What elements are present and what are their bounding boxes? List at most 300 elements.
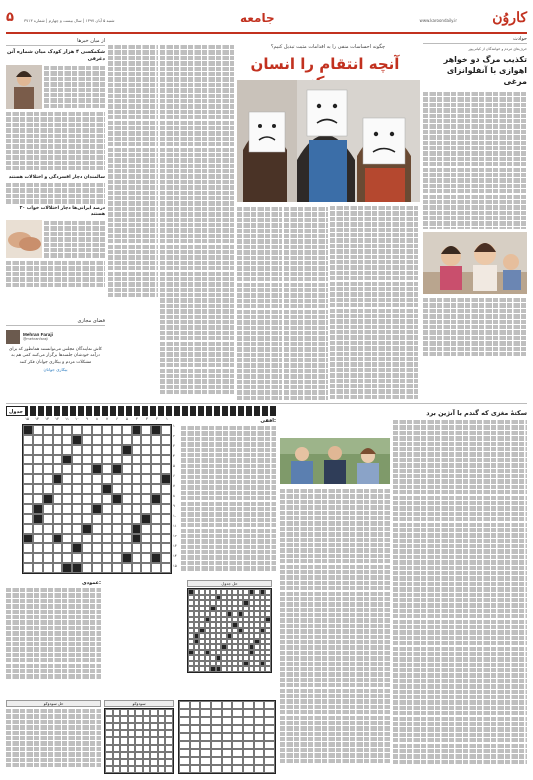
grid-cell[interactable] — [43, 445, 53, 455]
grid-cell — [222, 717, 233, 725]
grid-cell[interactable] — [82, 563, 92, 573]
grid-cell[interactable] — [72, 553, 82, 563]
grid-cell[interactable] — [43, 464, 53, 474]
grid-cell[interactable] — [43, 494, 53, 504]
grid-cell[interactable] — [102, 524, 112, 534]
grid-cell[interactable] — [43, 474, 53, 484]
grid-cell[interactable] — [112, 445, 122, 455]
grid-cell[interactable] — [141, 543, 151, 553]
grid-cell[interactable] — [122, 464, 132, 474]
grid-cell — [165, 709, 173, 716]
grid-cell[interactable] — [122, 474, 132, 484]
col-number: ۱ — [166, 417, 168, 421]
left-headline-2: سالمندان دچار افسردگی و اختلالات هستند — [8, 175, 105, 180]
grid-cell[interactable] — [122, 543, 132, 553]
left-hands-photo — [6, 220, 42, 258]
grid-cell[interactable] — [92, 524, 102, 534]
grid-cell[interactable] — [33, 494, 43, 504]
grid-cell[interactable] — [92, 445, 102, 455]
grid-cell[interactable] — [102, 435, 112, 445]
story2-body-left — [280, 488, 390, 775]
grid-cell[interactable] — [23, 494, 33, 504]
grid-cell[interactable] — [62, 553, 72, 563]
grid-cell[interactable] — [72, 504, 82, 514]
grid-cell[interactable] — [151, 464, 161, 474]
grid-cell[interactable] — [72, 524, 82, 534]
grid-cell[interactable] — [161, 524, 171, 534]
crossword-grid[interactable] — [22, 424, 172, 574]
grid-cell[interactable] — [43, 553, 53, 563]
grid-cell — [200, 757, 211, 765]
grid-cell[interactable] — [33, 563, 43, 573]
grid-cell[interactable] — [141, 563, 151, 573]
grid-cell — [113, 730, 121, 737]
grid-cell[interactable] — [82, 524, 92, 534]
grid-cell[interactable] — [72, 445, 82, 455]
grid-cell[interactable] — [53, 474, 63, 484]
grid-cell[interactable] — [92, 484, 102, 494]
grid-cell[interactable] — [23, 514, 33, 524]
grid-cell[interactable] — [102, 553, 112, 563]
grid-cell[interactable] — [112, 494, 122, 504]
grid-cell — [105, 737, 113, 744]
grid-cell[interactable] — [82, 435, 92, 445]
grid-cell — [222, 733, 233, 741]
grid-cell[interactable] — [132, 494, 142, 504]
grid-cell[interactable] — [92, 504, 102, 514]
grid-cell[interactable] — [72, 474, 82, 484]
grid-cell — [105, 745, 113, 752]
grid-cell[interactable] — [82, 514, 92, 524]
grid-cell — [211, 725, 222, 733]
grid-cell[interactable] — [161, 464, 171, 474]
grid-cell — [211, 733, 222, 741]
grid-cell[interactable] — [72, 534, 82, 544]
grid-cell[interactable] — [33, 445, 43, 455]
grid-cell[interactable] — [112, 543, 122, 553]
grid-cell[interactable] — [43, 455, 53, 465]
grid-cell[interactable] — [141, 425, 151, 435]
grid-cell[interactable] — [141, 514, 151, 524]
grid-cell[interactable] — [161, 494, 171, 504]
grid-cell — [158, 759, 166, 766]
grid-cell[interactable] — [23, 474, 33, 484]
grid-cell[interactable] — [33, 425, 43, 435]
grid-cell[interactable] — [151, 435, 161, 445]
grid-cell[interactable] — [82, 425, 92, 435]
grid-cell[interactable] — [161, 543, 171, 553]
grid-cell[interactable] — [122, 534, 132, 544]
grid-cell[interactable] — [62, 425, 72, 435]
grid-cell[interactable] — [112, 514, 122, 524]
grid-cell[interactable] — [132, 445, 142, 455]
grid-cell[interactable] — [23, 534, 33, 544]
center-body-col-c — [160, 44, 234, 401]
grid-cell — [150, 723, 158, 730]
grid-cell — [211, 709, 222, 717]
grid-cell[interactable] — [72, 514, 82, 524]
grid-cell[interactable] — [82, 543, 92, 553]
center-headline: آنچه انتقام را انسان — [250, 55, 400, 73]
grid-cell[interactable] — [62, 494, 72, 504]
grid-cell[interactable] — [92, 455, 102, 465]
grid-cell — [179, 701, 190, 709]
grid-cell — [190, 757, 201, 765]
grid-cell[interactable] — [132, 534, 142, 544]
grid-cell[interactable] — [82, 445, 92, 455]
grid-cell — [120, 752, 128, 759]
grid-cell[interactable] — [151, 514, 161, 524]
grid-cell[interactable] — [92, 553, 102, 563]
right-headline: تکذیب مرگ دو خواهر اهوازی با آنفلوانزای مرغی — [443, 55, 527, 86]
grid-cell[interactable] — [141, 534, 151, 544]
grid-cell[interactable] — [33, 543, 43, 553]
grid-cell — [232, 749, 243, 757]
grid-cell[interactable] — [102, 514, 112, 524]
grid-cell[interactable] — [92, 425, 102, 435]
grid-cell[interactable] — [72, 543, 82, 553]
grid-cell[interactable] — [92, 435, 102, 445]
grid-cell[interactable] — [102, 425, 112, 435]
grid-cell[interactable] — [43, 543, 53, 553]
grid-cell[interactable] — [161, 435, 171, 445]
grid-cell[interactable] — [151, 445, 161, 455]
grid-cell[interactable] — [161, 484, 171, 494]
grid-cell[interactable] — [43, 534, 53, 544]
grid-cell[interactable] — [132, 563, 142, 573]
grid-cell[interactable] — [141, 484, 151, 494]
grid-cell — [113, 709, 121, 716]
col-number: ۷ — [106, 417, 108, 421]
grid-cell[interactable] — [132, 464, 142, 474]
grid-cell — [105, 759, 113, 766]
crossword-row-numbers — [173, 424, 179, 574]
grid-cell[interactable] — [43, 524, 53, 534]
grid-cell[interactable] — [112, 484, 122, 494]
grid-cell[interactable] — [72, 435, 82, 445]
grid-cell[interactable] — [23, 563, 33, 573]
grid-cell[interactable] — [122, 484, 132, 494]
grid-cell[interactable] — [132, 425, 142, 435]
grid-cell[interactable] — [53, 524, 63, 534]
hands-photo-icon — [6, 220, 42, 258]
grid-cell[interactable] — [132, 484, 142, 494]
tweet-link-1[interactable]: بیکاری — [56, 367, 68, 373]
row-number: ۲ — [173, 434, 175, 438]
grid-cell[interactable] — [43, 563, 53, 573]
masthead — [6, 8, 527, 34]
grid-cell[interactable] — [132, 474, 142, 484]
grid-cell[interactable] — [112, 464, 122, 474]
grid-cell[interactable] — [72, 494, 82, 504]
grid-cell[interactable] — [132, 524, 142, 534]
grid-cell[interactable] — [53, 445, 63, 455]
grid-cell[interactable] — [141, 464, 151, 474]
grid-cell — [200, 701, 211, 709]
grid-cell[interactable] — [102, 543, 112, 553]
grid-cell — [232, 709, 243, 717]
grid-cell[interactable] — [82, 484, 92, 494]
grid-cell[interactable] — [161, 474, 171, 484]
grid-cell — [135, 723, 143, 730]
grid-cell[interactable] — [112, 425, 122, 435]
grid-cell[interactable] — [62, 534, 72, 544]
grid-cell[interactable] — [33, 514, 43, 524]
grid-cell[interactable] — [102, 504, 112, 514]
col-number: ۴ — [136, 417, 138, 421]
crossword-section-label: جدول — [6, 406, 26, 416]
grid-cell[interactable] — [23, 553, 33, 563]
grid-cell[interactable] — [53, 484, 63, 494]
grid-cell — [254, 733, 265, 741]
grid-cell — [254, 701, 265, 709]
grid-cell[interactable] — [33, 484, 43, 494]
row-number: ۱۵ — [173, 564, 177, 568]
grid-cell[interactable] — [132, 435, 142, 445]
story2-body-right — [393, 419, 527, 775]
grid-cell[interactable] — [92, 514, 102, 524]
grid-cell[interactable] — [141, 445, 151, 455]
grid-cell[interactable] — [82, 504, 92, 514]
grid-cell[interactable] — [53, 553, 63, 563]
grid-cell[interactable] — [161, 553, 171, 563]
grid-cell[interactable] — [132, 504, 142, 514]
grid-cell[interactable] — [161, 514, 171, 524]
grid-cell[interactable] — [23, 504, 33, 514]
horizontal-title: افقی: — [260, 418, 276, 424]
grid-cell — [264, 749, 275, 757]
grid-cell[interactable] — [23, 484, 33, 494]
grid-cell[interactable] — [141, 504, 151, 514]
grid-cell[interactable] — [23, 455, 33, 465]
grid-cell[interactable] — [82, 553, 92, 563]
grid-cell[interactable] — [141, 524, 151, 534]
grid-cell[interactable] — [102, 464, 112, 474]
grid-cell[interactable] — [82, 534, 92, 544]
grid-cell — [158, 709, 166, 716]
grid-cell — [135, 737, 143, 744]
grid-cell[interactable] — [82, 474, 92, 484]
grid-cell[interactable] — [33, 435, 43, 445]
tweet-link-2[interactable]: جوانان — [43, 367, 55, 373]
sudoku-grid[interactable] — [104, 708, 174, 774]
grid-cell[interactable] — [53, 514, 63, 524]
grid-cell[interactable] — [53, 455, 63, 465]
grid-cell[interactable] — [33, 553, 43, 563]
grid-cell[interactable] — [23, 543, 33, 553]
grid-cell[interactable] — [122, 435, 132, 445]
grid-cell[interactable] — [141, 494, 151, 504]
grid-cell[interactable] — [151, 455, 161, 465]
grid-cell[interactable] — [82, 464, 92, 474]
grid-cell[interactable] — [53, 534, 63, 544]
center-body-col-a — [284, 206, 328, 401]
grid-cell[interactable] — [53, 435, 63, 445]
grid-cell[interactable] — [151, 425, 161, 435]
grid-cell[interactable] — [112, 534, 122, 544]
grid-cell[interactable] — [92, 534, 102, 544]
grid-cell — [243, 733, 254, 741]
tweet-handle[interactable]: @mehranfaraji — [23, 337, 49, 341]
grid-cell[interactable] — [112, 563, 122, 573]
grid-cell — [264, 741, 275, 749]
grid-cell[interactable] — [53, 504, 63, 514]
grid-cell[interactable] — [122, 504, 132, 514]
grid-cell[interactable] — [72, 484, 82, 494]
grid-cell[interactable] — [43, 425, 53, 435]
crossword-header — [6, 406, 276, 416]
grid-cell[interactable] — [43, 514, 53, 524]
grid-cell[interactable] — [122, 494, 132, 504]
group-portrait-photo-icon — [280, 438, 390, 484]
grid-cell[interactable] — [122, 455, 132, 465]
grid-cell[interactable] — [62, 514, 72, 524]
grid-cell[interactable] — [62, 484, 72, 494]
grid-cell[interactable] — [33, 534, 43, 544]
grid-cell[interactable] — [62, 524, 72, 534]
grid-cell[interactable] — [132, 543, 142, 553]
grid-cell[interactable] — [92, 464, 102, 474]
grid-cell[interactable] — [102, 534, 112, 544]
grid-cell — [128, 752, 136, 759]
grid-cell[interactable] — [23, 435, 33, 445]
grid-cell — [165, 730, 173, 737]
grid-cell[interactable] — [72, 455, 82, 465]
grid-cell[interactable] — [151, 484, 161, 494]
grid-cell[interactable] — [33, 455, 43, 465]
sudoku-side — [178, 700, 276, 774]
masthead-site[interactable]: www.karoondaily.ir — [419, 18, 457, 23]
grid-cell[interactable] — [53, 543, 63, 553]
grid-cell[interactable] — [112, 553, 122, 563]
grid-cell — [179, 709, 190, 717]
grid-cell[interactable] — [102, 484, 112, 494]
grid-cell — [143, 716, 151, 723]
grid-cell[interactable] — [141, 455, 151, 465]
grid-cell[interactable] — [112, 524, 122, 534]
grid-cell[interactable] — [23, 524, 33, 534]
grid-cell[interactable] — [62, 435, 72, 445]
grid-cell[interactable] — [53, 494, 63, 504]
grid-cell — [113, 745, 121, 752]
grid-cell[interactable] — [62, 504, 72, 514]
col-number: ۱۰ — [75, 417, 79, 421]
grid-cell[interactable] — [62, 474, 72, 484]
grid-cell[interactable] — [122, 563, 132, 573]
grid-cell[interactable] — [141, 474, 151, 484]
grid-cell[interactable] — [161, 445, 171, 455]
grid-cell[interactable] — [62, 455, 72, 465]
grid-cell[interactable] — [161, 425, 171, 435]
grid-cell[interactable] — [62, 445, 72, 455]
grid-cell[interactable] — [92, 543, 102, 553]
grid-cell[interactable] — [112, 435, 122, 445]
grid-cell[interactable] — [122, 445, 132, 455]
col-number: ۱۵ — [25, 417, 29, 421]
answers-label: حل جدول — [187, 580, 272, 587]
grid-cell[interactable] — [141, 435, 151, 445]
row-number: ۶ — [173, 474, 175, 478]
grid-cell[interactable] — [53, 563, 63, 573]
grid-cell[interactable] — [23, 425, 33, 435]
grid-cell[interactable] — [151, 543, 161, 553]
grid-cell[interactable] — [161, 534, 171, 544]
grid-cell[interactable] — [151, 504, 161, 514]
grid-cell — [128, 709, 136, 716]
grid-cell[interactable] — [132, 553, 142, 563]
grid-cell[interactable] — [53, 464, 63, 474]
center-body-col-d — [108, 44, 158, 304]
grid-cell[interactable] — [122, 514, 132, 524]
grid-cell[interactable] — [33, 524, 43, 534]
grid-cell[interactable] — [33, 464, 43, 474]
grid-cell[interactable] — [102, 445, 112, 455]
grid-cell[interactable] — [33, 504, 43, 514]
grid-cell[interactable] — [72, 563, 82, 573]
grid-cell[interactable] — [72, 425, 82, 435]
grid-cell[interactable] — [102, 474, 112, 484]
grid-cell[interactable] — [62, 563, 72, 573]
grid-cell — [254, 749, 265, 757]
grid-cell[interactable] — [82, 494, 92, 504]
grid-cell[interactable] — [23, 464, 33, 474]
grid-cell[interactable] — [112, 504, 122, 514]
grid-cell — [254, 757, 265, 765]
grid-cell — [200, 709, 211, 717]
grid-cell[interactable] — [102, 494, 112, 504]
grid-cell[interactable] — [102, 455, 112, 465]
grid-cell[interactable] — [161, 563, 171, 573]
grid-cell[interactable] — [43, 504, 53, 514]
grid-cell[interactable] — [151, 474, 161, 484]
grid-cell[interactable] — [23, 445, 33, 455]
grid-cell[interactable] — [122, 553, 132, 563]
grid-cell[interactable] — [82, 455, 92, 465]
grid-cell[interactable] — [151, 563, 161, 573]
grid-cell[interactable] — [151, 534, 161, 544]
grid-cell[interactable] — [92, 563, 102, 573]
grid-cell[interactable] — [151, 494, 161, 504]
grid-cell — [243, 725, 254, 733]
grid-cell[interactable] — [53, 425, 63, 435]
grid-cell[interactable] — [43, 484, 53, 494]
grid-cell — [190, 717, 201, 725]
grid-cell[interactable] — [112, 455, 122, 465]
grid-cell[interactable] — [161, 504, 171, 514]
grid-cell[interactable] — [141, 553, 151, 563]
grid-cell[interactable] — [92, 494, 102, 504]
tweet-name[interactable]: Mehran Faraji — [23, 332, 53, 337]
grid-cell[interactable] — [161, 455, 171, 465]
grid-cell[interactable] — [112, 474, 122, 484]
grid-cell[interactable] — [62, 543, 72, 553]
grid-cell[interactable] — [62, 464, 72, 474]
grid-cell[interactable] — [151, 524, 161, 534]
grid-cell[interactable] — [33, 474, 43, 484]
grid-cell[interactable] — [132, 455, 142, 465]
grid-cell[interactable] — [102, 563, 112, 573]
grid-cell[interactable] — [151, 553, 161, 563]
grid-cell[interactable] — [122, 425, 132, 435]
grid-cell[interactable] — [122, 524, 132, 534]
grid-cell[interactable] — [92, 474, 102, 484]
row-number: ۱ — [173, 424, 175, 428]
grid-cell[interactable] — [132, 514, 142, 524]
grid-cell[interactable] — [43, 435, 53, 445]
avatar[interactable] — [6, 330, 20, 344]
grid-cell[interactable] — [72, 464, 82, 474]
grid-cell — [135, 730, 143, 737]
